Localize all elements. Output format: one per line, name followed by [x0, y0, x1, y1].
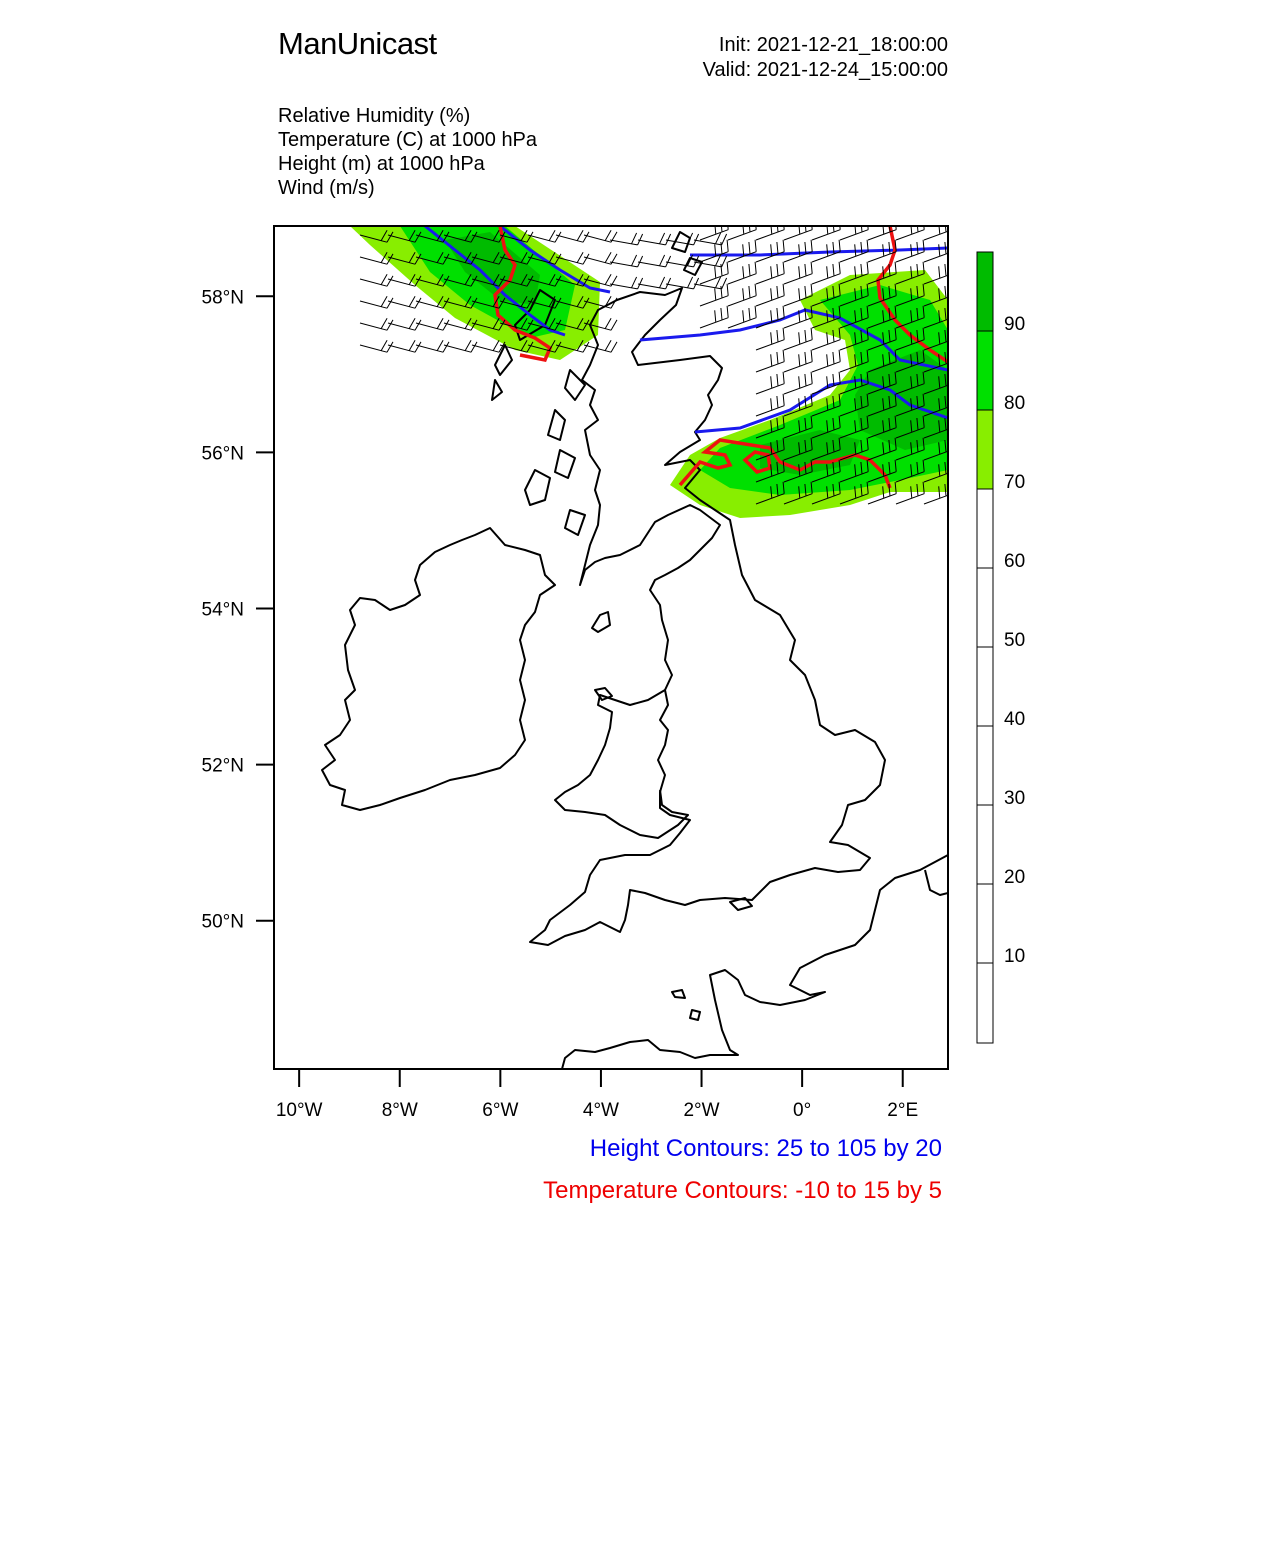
wind-barb-166 — [694, 277, 727, 289]
wind-barb-64 — [728, 240, 756, 262]
variable-relative-humidity: Relative Humidity (%) — [278, 105, 471, 127]
wind-barb-165 — [666, 277, 699, 289]
chart-title: ManUnicast — [278, 26, 437, 61]
lon-tick-label-6: 2°E — [887, 1100, 919, 1121]
lat-tick-label-1: 56°N — [201, 443, 244, 465]
humidity-shading — [350, 226, 948, 518]
wind-barb-61 — [896, 218, 924, 240]
wind-barb-114 — [784, 372, 812, 394]
netherlands-coast — [925, 870, 948, 895]
wind-barb-99 — [756, 328, 784, 350]
colorbar-label-90: 90 — [1004, 314, 1026, 335]
wind-barb-56 — [756, 218, 784, 240]
init-time: Init: 2021-12-21_18:00:00 — [718, 34, 948, 56]
map-frame — [274, 226, 948, 1069]
wind-barb-66 — [784, 240, 812, 262]
isle-of-man — [592, 612, 610, 632]
colorbar-label-30: 30 — [1004, 788, 1026, 809]
lon-tick-label-1: 8°W — [381, 1100, 418, 1121]
height-contour-4 — [690, 248, 948, 255]
valid-time: Valid: 2021-12-24_15:00:00 — [702, 59, 948, 81]
colorbar-label-40: 40 — [1004, 709, 1026, 730]
wind-barb-156 — [638, 233, 671, 245]
colorbar-below-70 — [977, 489, 993, 1043]
wales-coast — [555, 690, 688, 838]
colorbar-label-50: 50 — [1004, 630, 1026, 651]
wind-barb-55 — [728, 218, 756, 240]
wind-barb-91 — [728, 306, 756, 328]
channel-islands — [672, 990, 700, 1020]
colorbar-label-20: 20 — [1004, 867, 1026, 888]
wind-barb-59 — [840, 218, 868, 240]
wind-barb-83 — [756, 284, 784, 306]
wind-barb-76 — [812, 262, 840, 284]
lon-tick-label-3: 4°W — [582, 1100, 619, 1121]
wind-barb-160 — [638, 255, 671, 267]
lon-tick-label-4: 2°W — [683, 1100, 720, 1121]
wind-barb-57 — [784, 218, 812, 240]
wind-barb-157 — [666, 233, 699, 245]
wind-barb-74 — [756, 262, 784, 284]
wind-barb-158 — [694, 233, 727, 245]
wind-barb-161 — [666, 255, 699, 267]
wind-barb-73 — [728, 262, 756, 284]
height-contours-legend: Height Contours: 25 to 105 by 20 — [589, 1135, 942, 1162]
colorbar-label-70: 70 — [1004, 472, 1026, 493]
wind-barb-36 — [360, 318, 393, 330]
lat-tick-label-2: 54°N — [201, 599, 244, 621]
colorbar-80-90 — [977, 331, 993, 410]
map-area — [322, 218, 952, 1069]
temperature-contours-legend: Temperature Contours: -10 to 15 by 5 — [543, 1177, 942, 1204]
wind-barb-45 — [360, 340, 393, 352]
variable-temperature: Temperature (C) at 1000 hPa — [278, 129, 538, 151]
wind-barb-65 — [756, 240, 784, 262]
wind-barb-58 — [812, 218, 840, 240]
wind-barb-75 — [784, 262, 812, 284]
colorbar-70-80 — [977, 410, 993, 489]
colorbar-label-10: 10 — [1004, 946, 1026, 967]
wind-barb-113 — [756, 372, 784, 394]
variable-height: Height (m) at 1000 hPa — [278, 153, 485, 175]
wind-barb-82 — [728, 284, 756, 306]
variable-wind: Wind (m/s) — [278, 177, 375, 199]
ireland-coast — [322, 528, 555, 810]
colorbar-label-60: 60 — [1004, 551, 1026, 572]
lat-tick-label-4: 50°N — [201, 911, 244, 933]
wind-barb-90 — [700, 306, 728, 328]
lon-tick-label-0: 10°W — [275, 1100, 323, 1121]
wind-barb-18 — [360, 274, 393, 286]
lon-tick-label-2: 6°W — [482, 1100, 519, 1121]
lat-tick-label-0: 58°N — [201, 287, 244, 309]
colorbar-label-80: 80 — [1004, 393, 1026, 414]
france-coast — [562, 855, 948, 1069]
inner-islands — [525, 450, 585, 535]
lon-tick-label-5: 0° — [793, 1100, 812, 1121]
colorbar — [977, 252, 1025, 1043]
wind-barb-100 — [784, 328, 812, 350]
colorbar-90-plus — [977, 252, 993, 331]
wind-barb-106 — [756, 350, 784, 372]
wind-barb-164 — [638, 277, 671, 289]
wind-barb-107 — [784, 350, 812, 372]
wind-barb-108 — [812, 350, 840, 372]
lat-tick-label-3: 52°N — [201, 755, 244, 777]
wind-barb-27 — [360, 296, 393, 308]
wind-barb-54 — [700, 218, 728, 240]
